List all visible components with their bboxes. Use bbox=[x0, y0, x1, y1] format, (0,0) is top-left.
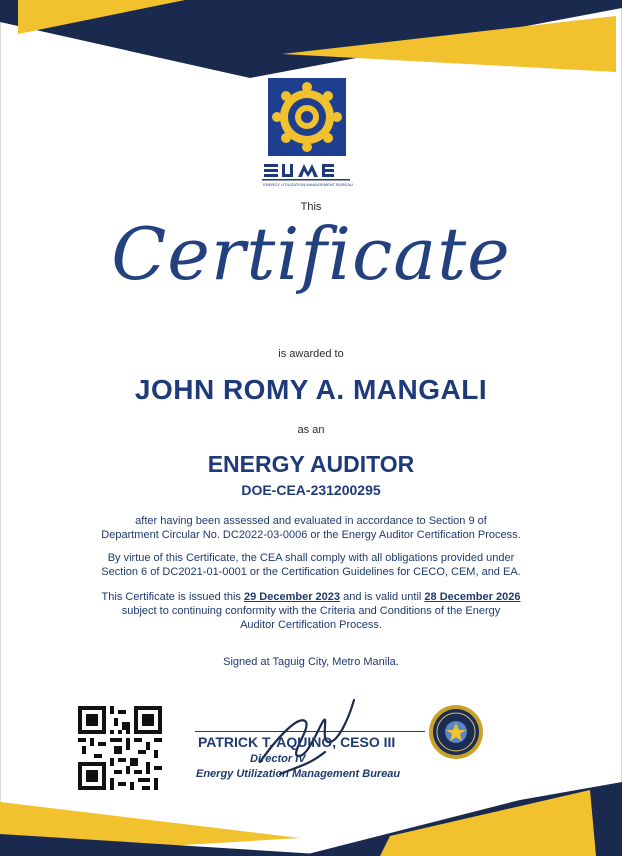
certificate-code: DOE-CEA-231200295 bbox=[241, 482, 381, 498]
certificate-title: Certificate bbox=[111, 212, 511, 296]
official-seal-icon bbox=[428, 704, 484, 760]
issue-date: 29 December 2023 bbox=[244, 591, 341, 603]
paragraph-assessment-line2: Department Circular No. DC2022-03-0006 or the Energy Auditor Certification Process. bbox=[101, 529, 521, 541]
eumb-logo-icon bbox=[258, 160, 358, 188]
paragraph-validity-line1 bbox=[0, 590, 622, 604]
paragraph-validity-line3: Auditor Certification Process. bbox=[240, 619, 382, 631]
role-title: ENERGY AUDITOR bbox=[207, 451, 415, 477]
paragraph-validity-line2: subject to continuing conformity with the Criteria and Conditions of the Energy bbox=[121, 605, 501, 617]
paragraph-assessment-line1: after having been assessed and evaluated in accordance to Section 9 of bbox=[135, 515, 487, 527]
paragraph-obligations-line2: Section 6 of DC2021-01-0001 or the Certification Guidelines for CECO, CEM, and EA. bbox=[101, 566, 521, 578]
recipient-name: JOHN ROMY A. MANGALI bbox=[134, 374, 488, 405]
signatory-name: PATRICK T. AQUINO, CESO III bbox=[198, 734, 396, 750]
intro-text: This bbox=[300, 201, 322, 213]
signatory-title: Director IV bbox=[250, 753, 306, 765]
validity-pre-text: This Certificate is issued this bbox=[101, 591, 241, 603]
paragraph-assessment bbox=[0, 514, 622, 542]
signed-at-text: Signed at Taguig City, Metro Manila. bbox=[223, 656, 399, 668]
as-an-text: as an bbox=[297, 424, 325, 436]
paragraph-obligations bbox=[0, 551, 622, 579]
paragraph-obligations-line1: By virtue of this Certificate, the CEA shall comply with all obligations provided under bbox=[107, 552, 515, 564]
svg-text:ENERGY UTILIZATION MANAGEMENT: ENERGY UTILIZATION MANAGEMENT BUREAU bbox=[263, 182, 353, 187]
awarded-text: is awarded to bbox=[278, 348, 344, 360]
valid-until-date: 28 December 2026 bbox=[424, 591, 521, 603]
validity-mid-text: and is valid until bbox=[343, 591, 422, 603]
doe-logo-icon bbox=[268, 78, 346, 156]
bottom-gold-band-right bbox=[380, 790, 596, 856]
signatory-bureau: Energy Utilization Management Bureau bbox=[196, 768, 401, 780]
paragraph-validity bbox=[0, 590, 622, 632]
qr-code-icon[interactable] bbox=[78, 706, 162, 790]
